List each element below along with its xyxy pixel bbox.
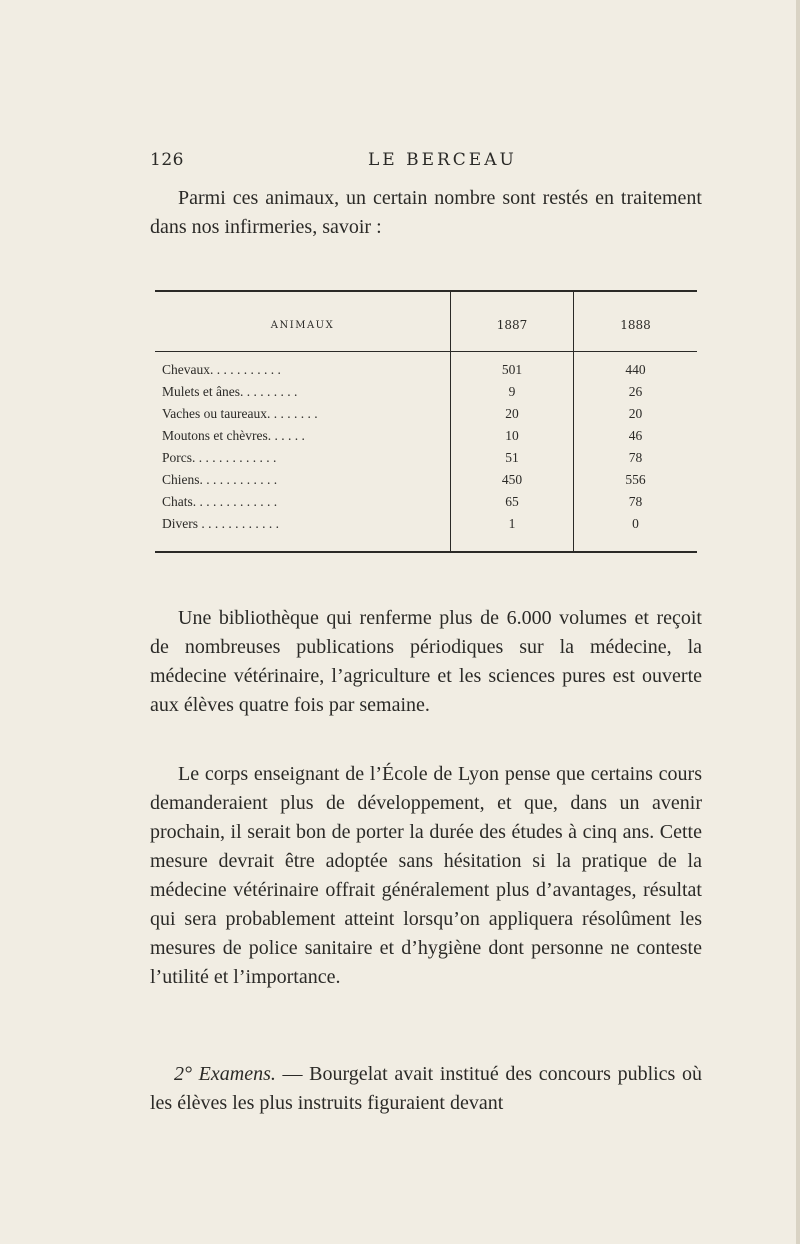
table-row	[155, 516, 697, 538]
value-1888: 46	[628, 428, 643, 443]
examens-text: — Bourgelat avait institué des concours publics où les élèves les plus instruits figuraient devant	[150, 1063, 702, 1114]
bibliotheque-paragraph: Une bibliothèque qui renferme plus de 6.000 volumes et reçoit de nombreuses publications périodiques sur la médecine, la médecine vétérinaire, l’agriculture et les sciences pures est ouverte aux élèves quatre fois par semaine.	[150, 607, 702, 716]
value-1887: 450	[501, 472, 523, 487]
animal-name: Mulets et ânes. . . . . . . . .	[162, 384, 298, 399]
column-header-1888: 1888	[620, 318, 651, 332]
table-row	[155, 406, 697, 428]
animals-table	[155, 290, 697, 554]
animal-name: Vaches ou taureaux. . . . . . . .	[162, 406, 318, 421]
value-1888: 440	[625, 362, 646, 377]
header-rule-3	[574, 351, 697, 352]
column-header-animaux: ANIMAUX	[270, 320, 335, 331]
header-rule-1	[155, 351, 450, 352]
corps-enseignant-paragraph: Le corps enseignant de l’École de Lyon pense que certains cours demanderaient plus de développement, et que, dans un avenir prochain, il serait bon de porter la durée des études à cinq ans. Cette mesure devrait être adoptée sans hésitation si la pratique de la médecine vétérinaire offrait généralement plus d’avantages, résultat qui sera probablement atteint lorsqu’on appliquera résolûment les mesures de police sanitaire et d’hygiène dont personne ne conteste l’utilité et l’importance.	[150, 763, 702, 988]
column-header-1887: 1887	[496, 318, 528, 332]
table-top-rule	[155, 290, 697, 292]
animal-name: Moutons et chèvres. . . . . .	[162, 428, 305, 443]
value-1887: 10	[505, 428, 519, 443]
page-number: 126	[150, 150, 184, 170]
running-title: LE BERCEAU	[368, 150, 517, 170]
examens-title: Examens.	[198, 1063, 276, 1085]
value-1887: 51	[505, 450, 519, 465]
value-1888: 78	[628, 494, 643, 509]
animal-name: Chats. . . . . . . . . . . . .	[162, 494, 278, 509]
value-1887: 20	[505, 406, 519, 421]
examens-paragraph	[150, 1060, 702, 1118]
value-1888: 556	[625, 472, 646, 487]
header-rule-2	[451, 351, 573, 352]
value-1888: 26	[628, 384, 643, 399]
page-edge	[796, 0, 800, 1244]
value-1888: 78	[628, 450, 643, 465]
table-row	[155, 450, 697, 472]
intro-paragraph: Parmi ces animaux, un certain nombre sont restés en traitement dans nos infirmeries, savoir :	[150, 187, 702, 238]
value-1887: 501	[501, 362, 523, 377]
table-row	[155, 472, 697, 494]
value-1888: 0	[632, 516, 639, 531]
value-1887: 65	[505, 494, 519, 509]
examens-number: 2°	[174, 1063, 192, 1085]
animal-name: Porcs. . . . . . . . . . . . .	[162, 450, 277, 465]
table-bottom-rule	[155, 551, 697, 553]
value-1887: 1	[508, 516, 516, 531]
animal-name: Chiens. . . . . . . . . . . .	[162, 472, 278, 487]
table-row	[155, 362, 697, 384]
table-row	[155, 384, 697, 406]
table-row	[155, 428, 697, 450]
animal-name: Chevaux. . . . . . . . . . .	[162, 362, 281, 377]
value-1887: 9	[508, 384, 516, 399]
running-head	[150, 150, 710, 174]
table-row	[155, 494, 697, 516]
value-1888: 20	[628, 406, 643, 421]
animal-name: Divers . . . . . . . . . . . .	[162, 516, 279, 531]
